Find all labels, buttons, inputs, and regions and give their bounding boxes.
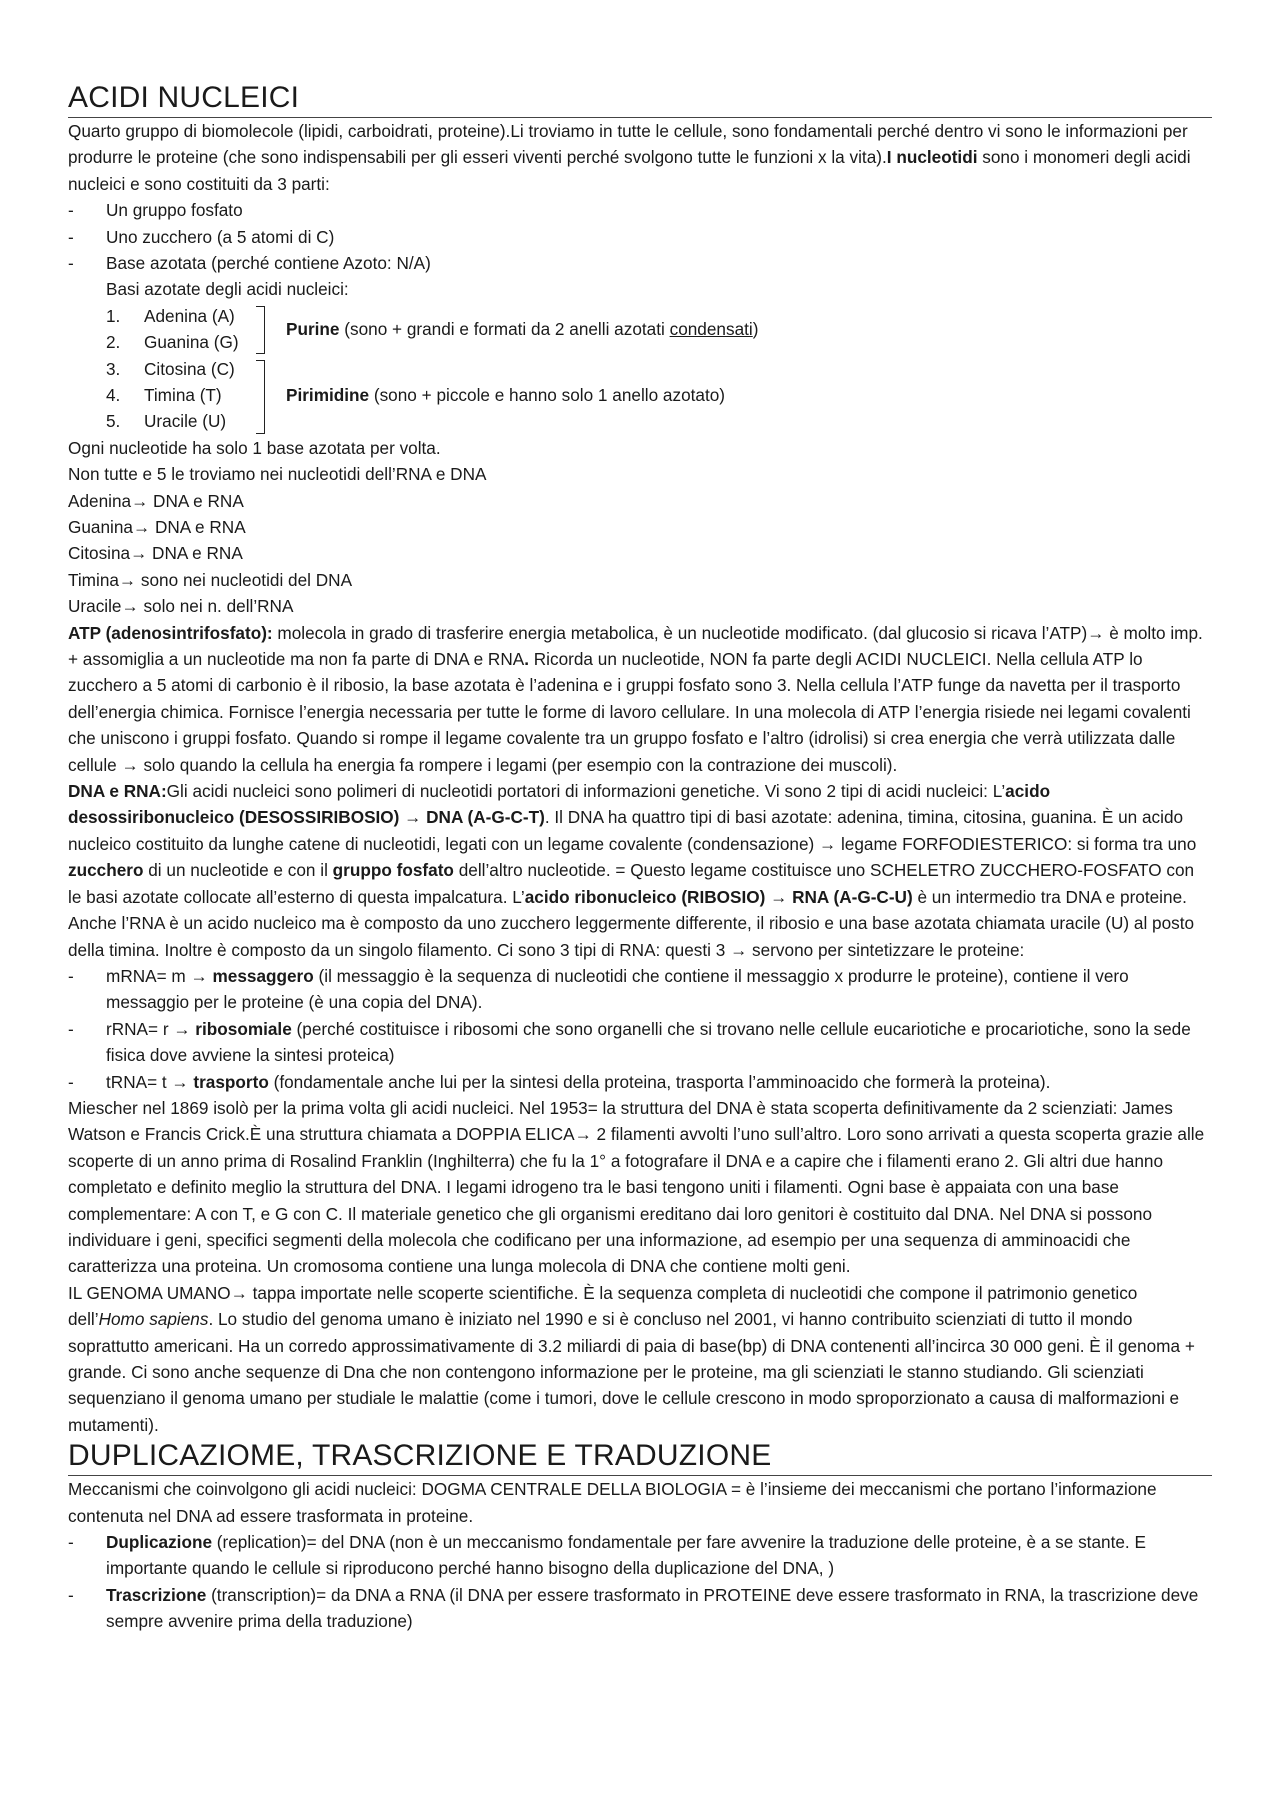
section-body-duplicazione bbox=[68, 1476, 1212, 1634]
text-line: Non tutte e 5 le troviamo nei nucleotidi dell’RNA e DNA bbox=[68, 464, 487, 485]
base-number: 3. bbox=[106, 358, 121, 379]
purine-label: Purine bbox=[286, 318, 340, 339]
rna-type-prefix: mRNA= m → bbox=[106, 965, 213, 986]
section-title-duplicazione: DUPLICAZIOME, TRASCRIZIONE E TRADUZIONE bbox=[68, 1438, 1212, 1476]
bases-notes bbox=[272, 303, 1212, 435]
list-item bbox=[106, 408, 256, 434]
rna-type-name: ribosomiale bbox=[195, 1018, 292, 1039]
mechanism bbox=[106, 1582, 1212, 1635]
genoma-text: IL GENOMA UMANO→ tappa importate nelle scoperte scientifiche. È la sequenza completa di nucleotidi che compone il patrimonio genetico dell’ bbox=[68, 1282, 1138, 1330]
text-line: Uracile→ solo nei n. dell’RNA bbox=[68, 596, 294, 617]
rna-type-desc: (fondamentale anche lui per la sintesi della proteina, trasporta l’amminoacido che formerà la proteina). bbox=[268, 1071, 1051, 1092]
atp-paragraph bbox=[68, 620, 1212, 778]
list-item bbox=[106, 382, 256, 408]
list-item bbox=[68, 1069, 1212, 1095]
mechanism-name: Duplicazione bbox=[106, 1532, 213, 1553]
text-line: Guanina→ DNA e RNA bbox=[68, 517, 246, 538]
dash: - bbox=[68, 1584, 74, 1605]
base-name: Uracile (U) bbox=[144, 411, 227, 432]
pirimidine-note bbox=[286, 382, 725, 408]
list-item bbox=[106, 356, 256, 382]
dna-label: DNA e RNA: bbox=[68, 781, 167, 802]
genoma-italic: Homo sapiens bbox=[98, 1309, 209, 1330]
section-title-acidi-nucleici: ACIDI NUCLEICI bbox=[68, 80, 1212, 118]
dna-bold: gruppo fosfato bbox=[332, 860, 454, 881]
rna-text: è un intermedio tra DNA e proteine. Anche l’RNA è un acido nucleico ma è composto da uno zucchero leggermente differente, il ribosio e una base azotata chiamata uracile (U) al posto della timina. Inoltre è composto da un singolo filamento. Ci sono 3 tipi di RNA: questi 3 → servono per sintetizzare le proteine: bbox=[68, 886, 1195, 960]
mechanism-desc: (transcription)= da DNA a RNA (il DNA per essere trasformato in PROTEINE deve essere trasformato in RNA, la trascrizione deve sempre avvenire prima della traduzione) bbox=[106, 1584, 1199, 1632]
pirimidine-text: (sono + piccole e hanno solo 1 anello azotato) bbox=[369, 384, 726, 405]
list-item bbox=[106, 329, 256, 355]
text-line: Timina→ sono nei nucleotidi del DNA bbox=[68, 569, 353, 590]
list-item bbox=[68, 250, 1212, 276]
genoma-text-cont: . Lo studio del genoma umano è iniziato nel 1990 e si è concluso nel 2001, vi hanno contribuito scienziati di tutto il mondo soprattutto americani. Ha un corredo approssimativamente di 3.2 miliardi di paia di base(bp) di DNA contenenti all’incirca 30 000 geni. È il genoma + grande. Ci sono anche sequenze di Dna che non contengono informazione per le proteine, ma gli scienziati le stanno studiando. Gli scienziati sequenziano il genoma umano per studiale le malattie (come i tumori, dove le cellule crescono in modo sproporzionato a causa di malformazioni e mutamenti). bbox=[68, 1309, 1195, 1435]
brace-column bbox=[256, 303, 272, 435]
text-line: Ogni nucleotide ha solo 1 base azotata per volta. bbox=[68, 437, 441, 458]
dna-text: Gli acidi nucleici sono polimeri di nucleotidi portatori di informazioni genetiche. Vi sono 2 tipi di acidi nucleici: L’ bbox=[166, 781, 1006, 802]
intro-text-end: sono i monomeri degli acidi nucleici e sono costituiti da 3 parti: bbox=[68, 147, 1191, 194]
rna-bold: acido ribonucleico (RIBOSIO) → RNA (A-G-C-U) bbox=[524, 886, 913, 907]
rna-type bbox=[106, 963, 1212, 1016]
base-name: Timina (T) bbox=[144, 385, 222, 406]
list-item bbox=[68, 197, 1212, 223]
base-name: Adenina (A) bbox=[144, 305, 235, 326]
atp-text: molecola in grado di trasferire energia metabolica, è un nucleotide modificato. (dal glucosio si ricava l’ATP)→ è molto imp. + assomiglia a un nucleotide ma non fa parte di DNA e RNA bbox=[68, 622, 1203, 670]
atp-label: ATP (adenosintrifosfato): bbox=[68, 622, 273, 643]
text-line: Adenina→ DNA e RNA bbox=[68, 490, 244, 511]
purine-text: (sono + grandi e formati da 2 anelli azotati bbox=[339, 318, 670, 339]
genoma-paragraph bbox=[68, 1280, 1212, 1438]
miescher-paragraph: Miescher nel 1869 isolò per la prima volta gli acidi nucleici. Nel 1953= la struttura del DNA è stata scoperta definitivamente da 2 scienziati: James Watson e Francis Crick.È una struttura chiamata a DOPPIA ELICA→ 2 filamenti avvolti l’uno sull’altro. Loro sono arrivati a questa scoperta grazie alle scoperte di un anno prima di Rosalind Franklin (Inghilterra) che fu la 1° a fotografare il DNA e a capire che i filamenti erano 2. Gli altri due hanno completato e definito meglio la struttura del DNA. I legami idrogeno tra le basi tengono uniti i filamenti. Ogni base è appaiata con una base complementare: A con T, e G con C. Il materiale genetico che gli organismi ereditano dai loro genitori è costituito dal DNA. Nel DNA si possono individuare i geni, specifici segmenti della molecola che codificano per una informazione, ad esempio per una sequenza di amminoacidi che caratterizza una proteina. Un cromosoma contiene una lunga molecola di DNA che contiene molti geni. bbox=[68, 1097, 1205, 1277]
text-line: Citosina→ DNA e RNA bbox=[68, 543, 243, 564]
intro-text: Quarto gruppo di biomolecole (lipidi, carboidrati, proteine).Li troviamo in tutte le cellule, sono fondamentali perché dentro vi sono le informazioni per produrre le proteine (che sono indispensabili per gli esseri viventi perché svolgono tutte le funzioni x la vita). bbox=[68, 121, 1188, 168]
atp-text-cont: Ricorda un nucleotide, NON fa parte degli ACIDI NUCLEICI. Nella cellula ATP lo zucchero a 5 atomi di carbonio è il ribosio, la base azotata è l’adenina e i gruppi fosfato sono 3. Nella cellula l’ATP funge da navetta per il trasporto dell’energia chimica. Fornisce l’energia necessaria per tutte le forme di lavoro cellulare. In una molecola di ATP l’energia risiede nei legami covalenti che uniscono i gruppi fosfato. Quando si rompe il legame covalente tra un gruppo fosfato e l’altro (idrolisi) si crea energia che verrà utilizzata dalle cellule → solo quando la cellula ha energia fa rompere i legami (per esempio con la contrazione dei muscoli). bbox=[68, 649, 1191, 775]
rna-type bbox=[106, 1016, 1212, 1069]
rna-type-name: trasporto bbox=[193, 1071, 269, 1092]
dna-bold: acido desossiribonucleico (DESOSSIRIBOSIO) → DNA (A-G-C-T) bbox=[68, 781, 1051, 828]
part-text: Base azotata (perché contiene Azoto: N/A) bbox=[106, 253, 431, 274]
bases-heading: Basi azotate degli acidi nucleici: bbox=[106, 279, 349, 300]
bases-list bbox=[106, 303, 256, 435]
dna-text: dell’altro nucleotide. = Questo legame costituisce uno SCHELETRO ZUCCHERO-FOSFATO con le basi azotate collocate all’esterno di questa impalcatura. L’ bbox=[68, 860, 1195, 907]
dash: - bbox=[68, 253, 74, 274]
part-text: Un gruppo fosfato bbox=[106, 200, 243, 221]
base-number: 1. bbox=[106, 305, 121, 326]
list-item bbox=[106, 303, 256, 329]
list-item bbox=[68, 1529, 1212, 1582]
mechanism bbox=[106, 1529, 1212, 1582]
base-number: 4. bbox=[106, 385, 121, 406]
atp-dot: . bbox=[524, 649, 529, 670]
list-item bbox=[68, 1582, 1212, 1635]
list-item bbox=[68, 224, 1212, 250]
intro-paragraph bbox=[68, 118, 1212, 197]
dna-text: di un nucleotide e con il bbox=[143, 860, 333, 881]
purine-bracket bbox=[256, 306, 265, 354]
dash: - bbox=[68, 200, 74, 221]
intro-bold: I nucleotidi bbox=[886, 147, 978, 168]
rna-type bbox=[106, 1069, 1212, 1095]
dna-bold: zucchero bbox=[68, 860, 144, 881]
dash: - bbox=[68, 1532, 74, 1553]
dash: - bbox=[68, 1071, 74, 1092]
purine-close: ) bbox=[752, 318, 759, 339]
purine-underlined: condensati bbox=[669, 318, 753, 339]
base-number: 5. bbox=[106, 411, 121, 432]
mechanism-name: Trascrizione bbox=[106, 1584, 207, 1605]
dash: - bbox=[68, 1018, 74, 1039]
part-text: Uno zucchero (a 5 atomi di C) bbox=[106, 226, 335, 247]
rna-type-name: messaggero bbox=[212, 965, 314, 986]
base-name: Guanina (G) bbox=[144, 332, 239, 353]
rna-type-desc: (perché costituisce i ribosomi che sono organelli che si trovano nelle cellule eucariotiche e procariotiche, sono la sede fisica dove avviene la sintesi proteica) bbox=[106, 1018, 1191, 1066]
rna-type-desc: (il messaggio è la sequenza di nucleotidi che contiene il messaggio x produrre le proteine), contiene il vero messaggio per le proteine (è una copia del DNA). bbox=[106, 965, 1129, 1013]
pirimidine-label: Pirimidine bbox=[286, 384, 370, 405]
mechanism-desc: (replication)= del DNA (non è un meccanismo fondamentale per fare avvenire la traduzione delle proteine, è a se stante. E importante quando le cellule si riproducono perché hanno bisogno della duplicazione del DNA, ) bbox=[106, 1532, 1146, 1579]
dna-rna-paragraph bbox=[68, 778, 1212, 963]
rna-type-prefix: rRNA= r → bbox=[106, 1018, 196, 1039]
dash: - bbox=[68, 965, 74, 986]
bases-block bbox=[68, 303, 1212, 435]
pirimidine-bracket bbox=[256, 360, 265, 434]
base-name: Citosina (C) bbox=[144, 358, 235, 379]
dash: - bbox=[68, 226, 74, 247]
dna-text: . Il DNA ha quattro tipi di basi azotate: adenina, timina, citosina, guanina. È un acido nucleico costituito da lunghe catene di nucleotidi, legati con un legame covalente (condensazione) → legame FORFODIESTERICO: si forma tra uno bbox=[68, 807, 1197, 854]
dogma-paragraph: Meccanismi che coinvolgono gli acidi nucleici: DOGMA CENTRALE DELLA BIOLOGIA = è l’insieme dei meccanismi che portano l’informazione contenuta nel DNA ad essere trasformata in proteine. bbox=[68, 1479, 1157, 1526]
list-item bbox=[68, 963, 1212, 1016]
purine-note bbox=[286, 316, 758, 342]
rna-type-prefix: tRNA= t → bbox=[106, 1071, 194, 1092]
section-body-acidi-nucleici bbox=[68, 118, 1212, 1438]
base-number: 2. bbox=[106, 332, 121, 353]
list-item bbox=[68, 1016, 1212, 1069]
